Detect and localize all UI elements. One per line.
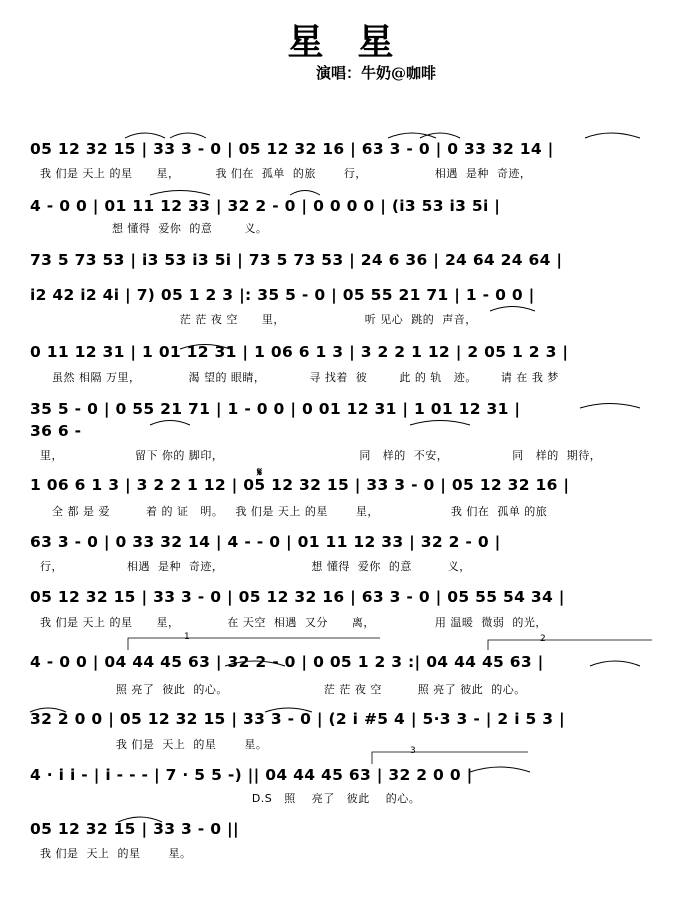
notation-line-10: 4 - 0 0 | 04 44 45 63 | 32 2 - 0 | 0 05 1 2 3 :| 04 44 45 63 | <box>30 653 544 671</box>
lyrics-line-4: 茫 茫 夜 空 里， 听 见心 跳的 声音， <box>40 313 477 326</box>
notation-line-9: 05 12 32 15 | 33 3 - 0 | 05 12 32 16 | 63 3 - 0 | 05 55 54 34 | <box>30 588 565 606</box>
lyrics-line-13: 我 们是 天上 的星 星。 <box>40 847 192 860</box>
volta-number-3: 3 <box>410 746 416 756</box>
singer-credit: 演唱：牛奶@咖啡 <box>316 64 437 82</box>
segno-sign: 𝄋 <box>257 465 263 479</box>
slur <box>125 133 165 138</box>
slur <box>388 133 436 138</box>
lyrics-line-6: 里， 留下 你的 脚印， 同 样的 不安， 同 样的 期待， <box>40 449 602 462</box>
notation-line-6-alt: 36 6 - <box>30 422 82 440</box>
lyrics-line-11: 我 们是 天上 的星 星。 <box>40 738 268 751</box>
volta-bracket-3 <box>372 752 528 764</box>
slur <box>420 133 460 138</box>
lyrics-line-12: D.S 照 亮了 彼此 的心。 <box>40 792 421 805</box>
lyrics-line-2: 想 懂得 爱你 的意 义。 <box>40 222 268 235</box>
slur <box>150 191 210 196</box>
slur <box>170 133 206 138</box>
notation-line-2: 4 - 0 0 | 01 11 12 33 | 32 2 - 0 | 0 0 0 0 | (i3 53 i3 5i | <box>30 197 501 215</box>
lyrics-line-1: 我 们是 天上 的星 星， 我 们在 孤单 的旅 行， 相遇 是种 奇迹， <box>40 167 532 180</box>
volta-number-2: 2 <box>540 634 546 644</box>
notation-line-13: 05 12 32 15 | 33 3 - 0 || <box>30 820 239 838</box>
lyrics-line-10: 照 亮了 彼此 的心。 茫 茫 夜 空 照 亮了 彼此 的心。 <box>40 683 526 696</box>
title-char-2: 星 <box>357 21 400 63</box>
notation-line-1: 05 12 32 15 | 33 3 - 0 | 05 12 32 16 | 63 3 - 0 | 0 33 32 14 | <box>30 140 554 158</box>
volta-bracket-2 <box>488 640 652 650</box>
slur <box>490 307 535 312</box>
volta-number-1: 1 <box>184 632 190 642</box>
lyrics-line-7: 全 都 是 爱 着 的 证 明。 我 们是 天上 的星 星， 我 们在 孤单 的旅 <box>40 505 548 518</box>
lyrics-line-8: 行， 相遇 是种 奇迹， 想 懂得 爱你 的意 义， <box>40 560 471 573</box>
lyrics-line-9: 我 们是 天上 的星 星， 在 天空 相遇 又分 离， 用 温暖 微弱 的光， <box>40 616 547 629</box>
slur <box>290 191 320 196</box>
volta-bracket-1 <box>128 638 380 650</box>
notation-line-3: 73 5 73 53 | i3 53 i3 5i | 73 5 73 53 | 24 6 36 | 24 64 24 64 | <box>30 251 563 269</box>
notation-line-4: i2 42 i2 4i | 7) 05 1 2 3 |: 35 5 - 0 | 05 55 21 71 | 1 - 0 0 | <box>30 286 535 304</box>
notation-line-6: 35 5 - 0 | 0 55 21 71 | 1 - 0 0 | 0 01 12 31 | 1 01 12 31 | <box>30 400 521 418</box>
notation-line-12: 4 · i i - | i - - - | 7 · 5 5 -) || 04 44 45 63 | 32 2 0 0 | <box>30 766 473 784</box>
notation-line-8: 63 3 - 0 | 0 33 32 14 | 4 - - 0 | 01 11 12 33 | 32 2 - 0 | <box>30 533 501 551</box>
notation-line-5: 0 11 12 31 | 1 01 12 31 | 1 06 6 1 3 | 3 2 2 1 12 | 2 05 1 2 3 | <box>30 343 569 361</box>
lyrics-line-5: 虽然 相隔 万里， 渴 望的 眼睛， 寻 找着 彼 此 的 轨 迹。 请 在 我 梦 <box>40 371 559 384</box>
notation-line-7: 1 06 6 1 3 | 3 2 2 1 12 | 05 12 32 15 | 33 3 - 0 | 05 12 32 16 | <box>30 476 570 494</box>
slur <box>585 133 640 138</box>
song-title <box>0 14 687 65</box>
title-char-1: 星 <box>287 21 330 63</box>
notation-line-11: 32 2 0 0 | 05 12 32 15 | 33 3 - 0 | (2 i #5 4 | 5·3 3 - | 2 i 5 3 | <box>30 710 566 728</box>
